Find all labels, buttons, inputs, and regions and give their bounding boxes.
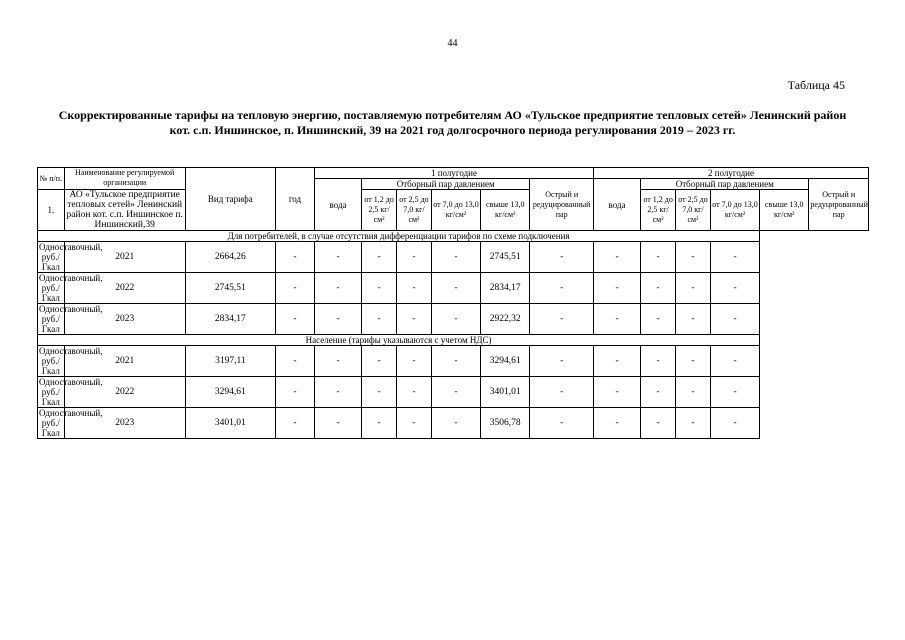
steam-p3-2-cell: -	[641, 408, 676, 439]
header-p3-1: от 7,0 до 13,0 кг/см²	[431, 190, 480, 231]
header-steam-2: Отборный пар давлением	[641, 179, 809, 190]
water-1-cell: 3197,11	[185, 346, 275, 377]
steam-p3-1-cell: -	[362, 346, 397, 377]
header-p4-2: свыше 13,0 кг/см²	[760, 190, 809, 231]
steam-p1-1-cell: -	[275, 408, 314, 439]
steam-p4-2-cell: -	[676, 242, 711, 273]
year-cell: 2023	[64, 304, 185, 335]
header-p2-2: от 2,5 до 7,0 кг/см²	[676, 190, 711, 231]
section-row	[38, 231, 869, 242]
tariff-type-cell: Одноставочный, руб./Гкал	[39, 377, 103, 407]
tariff-type-cell: Одноставочный, руб./Гкал	[39, 346, 103, 376]
header-org: Наименование регулируемой организации	[64, 168, 185, 190]
title-line-1: Скорректированные тарифы на тепловую энергию, поставляемую потребителям АО «Тульское предприятие тепловых сетей» Ленинский район	[58, 108, 847, 122]
sharp-steam-2-cell: -	[710, 377, 759, 408]
steam-p4-1-cell: -	[397, 273, 432, 304]
header-p2-1: от 2,5 до 7,0 кг/см²	[397, 190, 432, 231]
steam-p4-2-cell: -	[676, 304, 711, 335]
tariff-type-cell: Одноставочный, руб./Гкал	[39, 273, 103, 303]
steam-p2-2-cell: -	[593, 346, 640, 377]
header-steam-1: Отборный пар давлением	[362, 179, 530, 190]
tariff-type-cell: Одноставочный, руб./Гкал	[39, 408, 103, 438]
section-title: Население (тарифы указываются с учетом НДС)	[38, 335, 760, 346]
header-year: год	[275, 168, 314, 231]
sharp-steam-1-cell: -	[431, 273, 480, 304]
sharp-steam-1-cell: -	[431, 242, 480, 273]
steam-p4-2-cell: -	[676, 377, 711, 408]
steam-p4-2-cell: -	[676, 408, 711, 439]
table-title	[40, 108, 865, 138]
water-1-cell: 2834,17	[185, 304, 275, 335]
steam-p3-2-cell: -	[641, 242, 676, 273]
header-p1-2: от 1,2 до 2,5 кг/см²	[641, 190, 676, 231]
steam-p1-1-cell: -	[275, 346, 314, 377]
sharp-steam-1-cell: -	[431, 304, 480, 335]
steam-p1-1-cell: -	[275, 242, 314, 273]
water-2-cell: 2745,51	[481, 242, 530, 273]
year-cell: 2021	[64, 242, 185, 273]
header-sharp-2: Острый и редуцированный пар	[809, 179, 869, 231]
steam-p4-2-cell: -	[676, 346, 711, 377]
table-row	[38, 304, 869, 335]
sharp-steam-2-cell: -	[710, 273, 759, 304]
header-p1-1: от 1,2 до 2,5 кг/см²	[362, 190, 397, 231]
table-row	[38, 377, 869, 408]
tariff-table	[37, 167, 869, 439]
org-number: 1.	[38, 190, 65, 231]
steam-p1-1-cell: -	[275, 273, 314, 304]
steam-p3-1-cell: -	[362, 408, 397, 439]
steam-p4-1-cell: -	[397, 304, 432, 335]
steam-p2-2-cell: -	[593, 273, 640, 304]
sharp-steam-2-cell: -	[710, 242, 759, 273]
water-1-cell: 2745,51	[185, 273, 275, 304]
section-row	[38, 335, 869, 346]
steam-p4-1-cell: -	[397, 346, 432, 377]
steam-p3-2-cell: -	[641, 377, 676, 408]
sharp-steam-1-cell: -	[431, 377, 480, 408]
steam-p1-2-cell: -	[530, 242, 594, 273]
steam-p2-1-cell: -	[314, 346, 361, 377]
sharp-steam-1-cell: -	[431, 346, 480, 377]
water-2-cell: 2834,17	[481, 273, 530, 304]
header-p3-2: от 7,0 до 13,0 кг/см²	[710, 190, 759, 231]
tariff-type-cell: Одноставочный, руб./Гкал	[39, 242, 103, 272]
water-1-cell: 3294,61	[185, 377, 275, 408]
steam-p2-1-cell: -	[314, 273, 361, 304]
header-half-2: 2 полугодие	[593, 168, 868, 179]
header-water-2: вода	[593, 179, 640, 231]
steam-p3-1-cell: -	[362, 377, 397, 408]
steam-p2-2-cell: -	[593, 242, 640, 273]
steam-p1-2-cell: -	[530, 273, 594, 304]
steam-p1-2-cell: -	[530, 377, 594, 408]
table-row	[38, 346, 869, 377]
section-title: Для потребителей, в случае отсутствия дифференциации тарифов по схеме подключения	[38, 231, 760, 242]
water-2-cell: 3294,61	[481, 346, 530, 377]
steam-p3-1-cell: -	[362, 242, 397, 273]
page-number: 44	[447, 38, 458, 49]
year-cell: 2023	[64, 408, 185, 439]
steam-p1-2-cell: -	[530, 408, 594, 439]
sharp-steam-2-cell: -	[710, 346, 759, 377]
water-2-cell: 3506,78	[481, 408, 530, 439]
steam-p3-1-cell: -	[362, 273, 397, 304]
steam-p2-1-cell: -	[314, 304, 361, 335]
water-1-cell: 2664,26	[185, 242, 275, 273]
steam-p1-1-cell: -	[275, 377, 314, 408]
steam-p3-1-cell: -	[362, 304, 397, 335]
steam-p3-2-cell: -	[641, 273, 676, 304]
steam-p2-2-cell: -	[593, 304, 640, 335]
steam-p3-2-cell: -	[641, 304, 676, 335]
water-1-cell: 3401,01	[185, 408, 275, 439]
sharp-steam-1-cell: -	[431, 408, 480, 439]
table-row	[38, 273, 869, 304]
year-cell: 2021	[64, 346, 185, 377]
water-2-cell: 3401,01	[481, 377, 530, 408]
steam-p4-2-cell: -	[676, 273, 711, 304]
table-row	[38, 242, 869, 273]
steam-p4-1-cell: -	[397, 242, 432, 273]
header-half-1: 1 полугодие	[314, 168, 593, 179]
header-p4-1: свыше 13,0 кг/см²	[481, 190, 530, 231]
sharp-steam-2-cell: -	[710, 304, 759, 335]
steam-p2-2-cell: -	[593, 408, 640, 439]
header-sharp-1: Острый и редуцированный пар	[530, 179, 594, 231]
table-label: Таблица 45	[787, 78, 845, 92]
year-cell: 2022	[64, 377, 185, 408]
sharp-steam-2-cell: -	[710, 408, 759, 439]
title-line-2: кот. с.п. Иншинское, п. Иншинский, 39 на 2021 год долгосрочного периода регулирования 2019 – 2023 гг.	[169, 123, 736, 137]
year-cell: 2022	[64, 273, 185, 304]
header-water-1: вода	[314, 179, 361, 231]
org-name: АО «Тульское предприятие тепловых сетей» Ленинский район кот. с.п. Иншинское п. Иншинский,39	[64, 190, 185, 231]
steam-p2-1-cell: -	[314, 242, 361, 273]
header-vid: Вид тарифа	[185, 168, 275, 231]
steam-p2-1-cell: -	[314, 377, 361, 408]
steam-p4-1-cell: -	[397, 377, 432, 408]
steam-p1-1-cell: -	[275, 304, 314, 335]
steam-p2-2-cell: -	[593, 377, 640, 408]
tariff-type-cell: Одноставочный, руб./Гкал	[39, 304, 103, 334]
table-row	[38, 408, 869, 439]
water-2-cell: 2922,32	[481, 304, 530, 335]
header-num: № п/п.	[38, 168, 65, 190]
steam-p2-1-cell: -	[314, 408, 361, 439]
steam-p3-2-cell: -	[641, 346, 676, 377]
steam-p4-1-cell: -	[397, 408, 432, 439]
steam-p1-2-cell: -	[530, 346, 594, 377]
steam-p1-2-cell: -	[530, 304, 594, 335]
